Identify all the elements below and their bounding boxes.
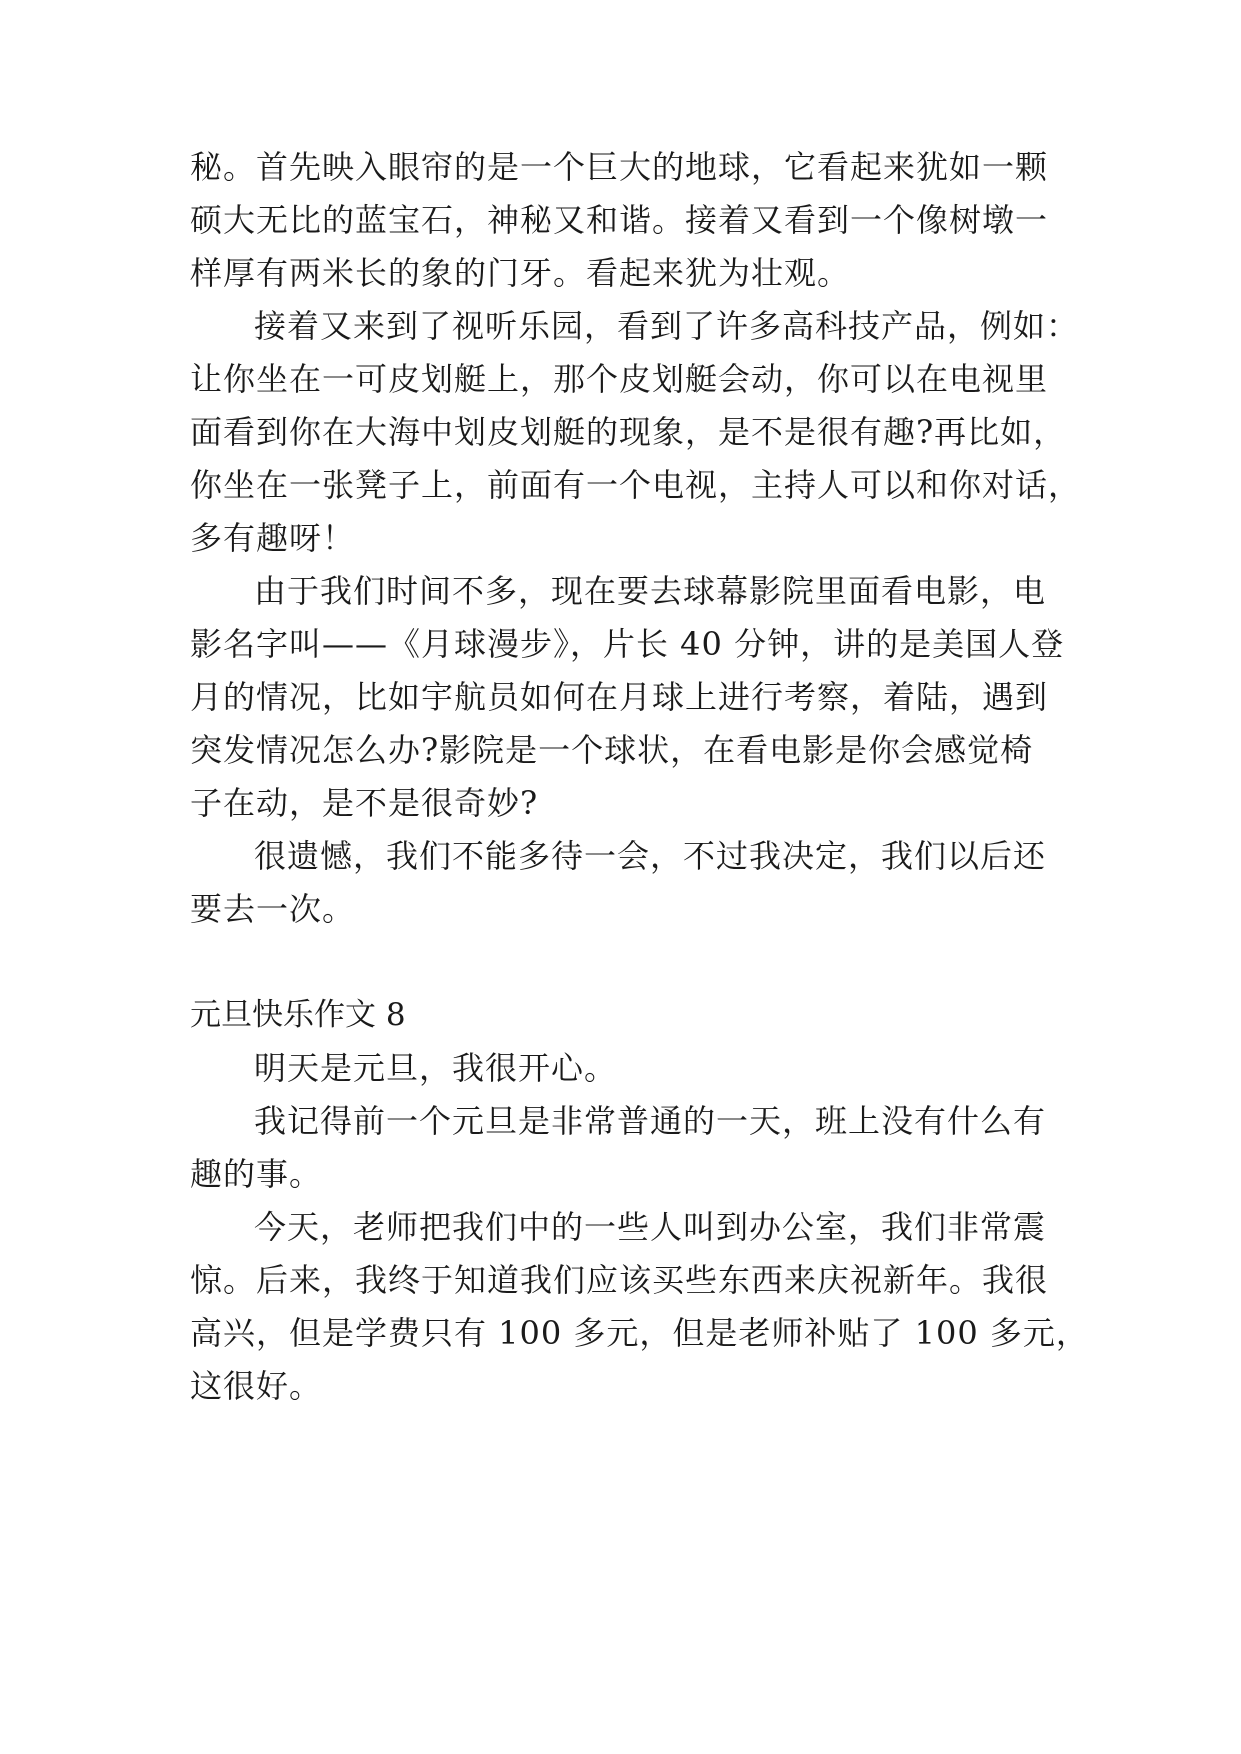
section-paragraph-3-line-2: 惊。后来，我终于知道我们应该买些东西来庆祝新年。我很 — [190, 1261, 1049, 1299]
section-paragraph-3-line-1: 今天，老师把我们中的一些人叫到办公室，我们非常震 — [254, 1208, 1047, 1246]
section-paragraph-2-line-1: 我记得前一个元旦是非常普通的一天，班上没有什么有 — [254, 1102, 1047, 1140]
section-paragraph-3-line-4: 这很好。 — [190, 1367, 323, 1405]
paragraph-2-line-5: 多有趣呀！ — [190, 519, 356, 557]
paragraph-3-line-3: 月的情况，比如宇航员如何在月球上进行考察，着陆，遇到 — [190, 678, 1049, 716]
paragraph-4-line-2: 要去一次。 — [190, 890, 356, 928]
section-title: 元旦快乐作文 8 — [190, 997, 406, 1033]
paragraph-3-line-1: 由于我们时间不多，现在要去球幕影院里面看电影，电 — [254, 572, 1047, 610]
paragraph-2-line-4: 你坐在一张凳子上，前面有一个电视，主持人可以和你对话， — [190, 466, 1082, 504]
paragraph-2-line-2: 让你坐在一可皮划艇上，那个皮划艇会动，你可以在电视里 — [190, 360, 1049, 398]
paragraph-2-line-1: 接着又来到了视听乐园，看到了许多高科技产品，例如： — [254, 307, 1080, 345]
section-paragraph-1-line-1: 明天是元旦，我很开心。 — [254, 1049, 618, 1087]
paragraph-3-line-2: 影名字叫——《月球漫步》，片长 40 分钟，讲的是美国人登 — [190, 625, 1065, 663]
paragraph-1-line-2: 硕大无比的蓝宝石，神秘又和谐。接着又看到一个像树墩一 — [190, 201, 1049, 239]
paragraph-3-line-5: 子在动，是不是很奇妙? — [190, 784, 539, 822]
paragraph-3-line-4: 突发情况怎么办?影院是一个球状，在看电影是你会感觉椅 — [190, 731, 1034, 769]
paragraph-4-line-1: 很遗憾，我们不能多待一会，不过我决定，我们以后还 — [254, 837, 1047, 875]
section-paragraph-2-line-2: 趣的事。 — [190, 1155, 323, 1193]
section-paragraph-3-line-3: 高兴，但是学费只有 100 多元，但是老师补贴了 100 多元， — [190, 1314, 1089, 1352]
paragraph-1-line-1: 秘。首先映入眼帘的是一个巨大的地球，它看起来犹如一颗 — [190, 148, 1049, 186]
paragraph-2-line-3: 面看到你在大海中划皮划艇的现象，是不是很有趣?再比如， — [190, 413, 1067, 451]
paragraph-1-line-3: 样厚有两米长的象的门牙。看起来犹为壮观。 — [190, 254, 851, 292]
